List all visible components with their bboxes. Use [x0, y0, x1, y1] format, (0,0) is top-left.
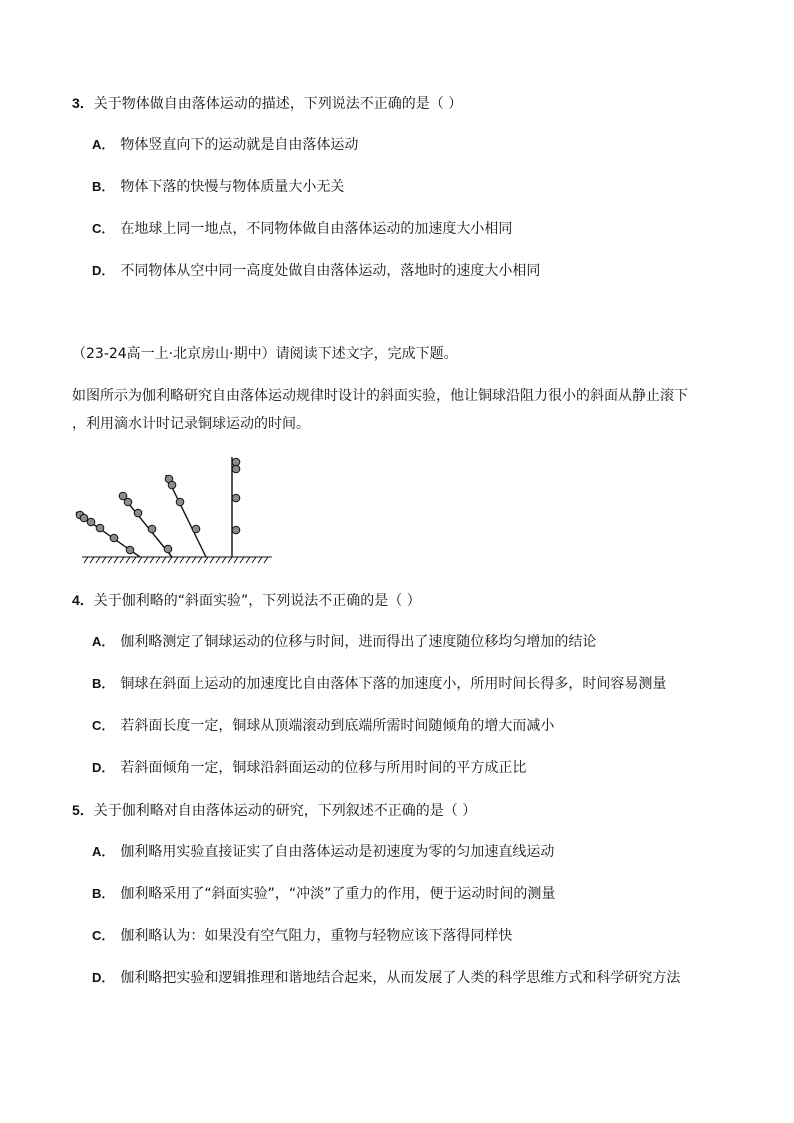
ball-marker [87, 518, 95, 526]
question-text: 关于伽利略的“斜面实验”，下列说法不正确的是（ ） [93, 593, 421, 609]
ball-marker [134, 509, 142, 517]
question-5-option-c [92, 927, 512, 945]
ball-marker [232, 526, 240, 534]
option-letter: A． [92, 634, 115, 649]
question-5-stem [72, 801, 476, 820]
inclined-plane-figure [72, 455, 282, 570]
question-number: 4． [72, 592, 94, 608]
passage-source: （23-24高一上·北京房山·期中）请阅读下述文字，完成下题。 [72, 346, 458, 362]
option-text: 物体竖直向下的运动就是自由落体运动 [120, 137, 359, 153]
question-text: 关于伽利略对自由落体运动的研究，下列叙述不正确的是（ ） [93, 803, 477, 819]
option-text: 若斜面倾角一定，铜球沿斜面运动的位移与所用时间的平方成正比 [120, 760, 527, 776]
question-3-stem [72, 94, 462, 113]
ball-marker [148, 525, 156, 533]
option-text: 伽利略用实验直接证实了自由落体运动是初速度为零的匀加速直线运动 [120, 844, 555, 860]
option-letter: C． [92, 718, 115, 733]
question-4-option-a [92, 633, 596, 651]
option-text: 在地球上同一地点，不同物体做自由落体运动的加速度大小相同 [120, 221, 513, 237]
question-4-option-d [92, 759, 526, 777]
question-3-option-c [92, 220, 512, 238]
passage-text-line-1: 如图所示为伽利略研究自由落体运动规律时设计的斜面实验，他让铜球沿阻力很小的斜面从静止滚下 [72, 388, 688, 404]
question-5-option-d [92, 969, 680, 987]
option-text: 物体下落的快慢与物体质量大小无关 [120, 179, 345, 195]
ball-marker [232, 465, 240, 473]
question-3-option-d [92, 262, 540, 280]
ball-marker [126, 546, 134, 554]
option-text: 伽利略认为：如果没有空气阻力，重物与轻物应该下落得同样快 [120, 928, 513, 944]
question-text: 关于物体做自由落体运动的描述，下列说法不正确的是（ ） [93, 96, 463, 112]
option-text: 伽利略采用了“斜面实验”，“冲淡”了重力的作用，便于运动时间的测量 [120, 886, 556, 902]
ball-marker [176, 498, 184, 506]
ball-marker [232, 494, 240, 502]
option-text: 不同物体从空中同一高度处做自由落体运动，落地时的速度大小相同 [120, 263, 541, 279]
option-letter: A． [92, 844, 115, 859]
option-letter: C． [92, 221, 115, 236]
option-letter: B． [92, 676, 115, 691]
option-letter: D． [92, 970, 115, 985]
passage-text-line-2: ，利用滴水计时记录铜球运动的时间。 [72, 416, 310, 432]
option-letter: A． [92, 137, 115, 152]
question-number: 5． [72, 802, 94, 818]
ball-marker [96, 524, 104, 532]
question-3-option-a [92, 136, 358, 154]
ball-marker [80, 514, 88, 522]
incline-lines [76, 457, 232, 557]
ball-marker [168, 481, 176, 489]
option-letter: C． [92, 928, 115, 943]
ball-marker [164, 545, 172, 553]
question-5-option-b [92, 885, 555, 903]
ball-marker [232, 458, 240, 466]
option-text: 铜球在斜面上运动的加速度比自由落体下落的加速度小，所用时间长得多，时间容易测量 [120, 676, 667, 692]
question-5-option-a [92, 843, 554, 861]
option-letter: B． [92, 886, 115, 901]
ground-hatching [82, 557, 272, 563]
option-letter: D． [92, 263, 115, 278]
question-4-option-c [92, 717, 554, 735]
question-4-option-b [92, 675, 666, 693]
option-text: 伽利略测定了铜球运动的位移与时间，进而得出了速度随位移均匀增加的结论 [120, 634, 597, 650]
ball-marker [110, 534, 118, 542]
option-text: 若斜面长度一定，铜球从顶端滚动到底端所需时间随倾角的增大而减小 [120, 718, 555, 734]
question-number: 3． [72, 95, 94, 111]
ball-marker [192, 525, 200, 533]
option-letter: B． [92, 179, 115, 194]
question-4-stem [72, 591, 421, 610]
option-letter: D． [92, 760, 115, 775]
question-3-option-b [92, 178, 344, 196]
option-text: 伽利略把实验和逻辑推理和谐地结合起来，从而发展了人类的科学思维方式和科学研究方法 [120, 970, 681, 986]
ball-marker [124, 498, 132, 506]
